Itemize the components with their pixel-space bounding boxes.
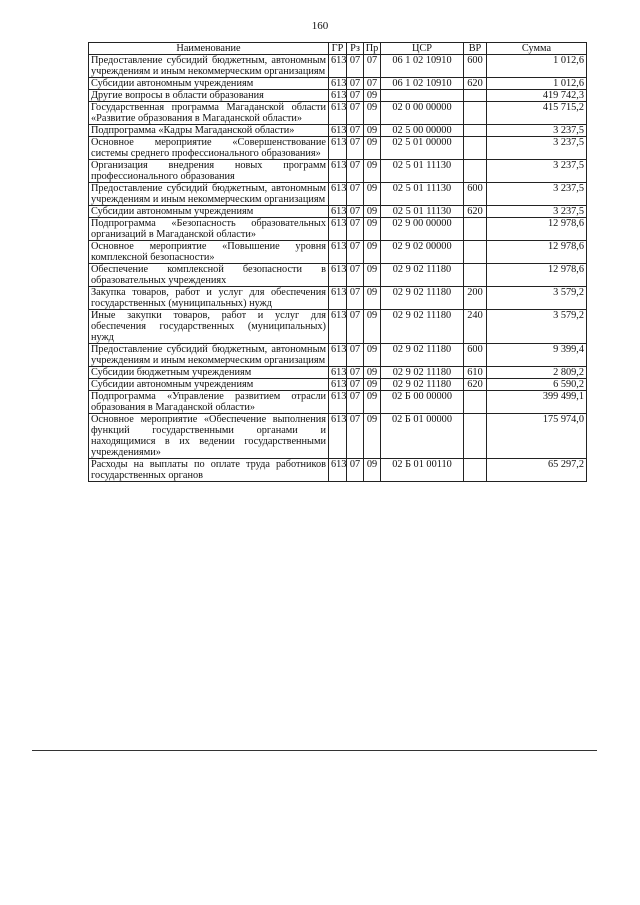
row-rz-cell: 07 (347, 367, 364, 379)
row-vr-cell (464, 391, 487, 414)
row-vr-cell (464, 102, 487, 125)
row-rz-cell: 07 (347, 102, 364, 125)
row-pr-cell: 09 (364, 241, 381, 264)
row-csr-cell: 02 9 02 11180 (381, 287, 464, 310)
row-name-cell: Субсидии автономным учреждениям (89, 379, 329, 391)
row-csr-cell: 02 5 01 11130 (381, 206, 464, 218)
row-rz-cell: 07 (347, 414, 364, 459)
row-gr-cell: 613 (329, 241, 347, 264)
row-sum-cell: 9 399,4 (487, 344, 587, 367)
row-csr-cell: 02 9 00 00000 (381, 218, 464, 241)
row-sum-cell: 3 237,5 (487, 206, 587, 218)
row-csr-cell: 02 0 00 00000 (381, 102, 464, 125)
row-rz-cell: 07 (347, 391, 364, 414)
row-rz-cell: 07 (347, 55, 364, 78)
row-csr-cell: 02 Б 01 00000 (381, 414, 464, 459)
row-vr-cell: 600 (464, 344, 487, 367)
row-rz-cell: 07 (347, 137, 364, 160)
row-sum-cell: 3 579,2 (487, 310, 587, 344)
row-vr-cell: 610 (464, 367, 487, 379)
row-sum-cell: 3 579,2 (487, 287, 587, 310)
row-pr-cell: 09 (364, 287, 381, 310)
row-gr-cell: 613 (329, 379, 347, 391)
row-gr-cell: 613 (329, 183, 347, 206)
row-sum-cell: 12 978,6 (487, 241, 587, 264)
row-name-cell: Обеспечение комплексной безопасности в образовательных учреждениях (89, 264, 329, 287)
row-vr-cell (464, 414, 487, 459)
row-vr-cell: 240 (464, 310, 487, 344)
row-csr-cell: 02 9 02 11180 (381, 264, 464, 287)
header-row (89, 43, 587, 55)
row-sum-cell: 12 978,6 (487, 218, 587, 241)
table-row (89, 367, 587, 379)
budget-table (88, 42, 587, 482)
row-gr-cell: 613 (329, 137, 347, 160)
row-gr-cell: 613 (329, 125, 347, 137)
row-pr-cell: 09 (364, 137, 381, 160)
row-sum-cell: 1 012,6 (487, 55, 587, 78)
row-pr-cell: 07 (364, 78, 381, 90)
row-rz-cell: 07 (347, 78, 364, 90)
table-row (89, 183, 587, 206)
table-row (89, 310, 587, 344)
page-number: 160 (311, 20, 329, 32)
row-rz-cell: 07 (347, 264, 364, 287)
row-vr-cell: 620 (464, 78, 487, 90)
row-name-cell: Подпрограмма «Кадры Магаданской области» (89, 125, 329, 137)
row-sum-cell: 6 590,2 (487, 379, 587, 391)
table-row (89, 125, 587, 137)
row-csr-cell: 02 9 02 00000 (381, 241, 464, 264)
row-gr-cell: 613 (329, 206, 347, 218)
row-csr-cell (381, 90, 464, 102)
row-sum-cell: 3 237,5 (487, 137, 587, 160)
row-name-cell: Предоставление субсидий бюджетным, автономным учреждениям и иным некоммерческим организациям (89, 55, 329, 78)
row-csr-cell: 02 9 02 11180 (381, 344, 464, 367)
row-vr-cell (464, 241, 487, 264)
row-sum-cell: 3 237,5 (487, 183, 587, 206)
row-gr-cell: 613 (329, 344, 347, 367)
table-row (89, 78, 587, 90)
row-csr-cell: 06 1 02 10910 (381, 78, 464, 90)
row-gr-cell: 613 (329, 90, 347, 102)
table-row (89, 241, 587, 264)
row-name-cell: Предоставление субсидий бюджетным, автономным учреждениям и иным некоммерческим организациям (89, 183, 329, 206)
row-name-cell: Предоставление субсидий бюджетным, автономным учреждениям и иным некоммерческим организациям (89, 344, 329, 367)
row-pr-cell: 09 (364, 414, 381, 459)
row-csr-cell: 02 9 02 11180 (381, 310, 464, 344)
row-pr-cell: 09 (364, 264, 381, 287)
row-csr-cell: 02 5 01 00000 (381, 137, 464, 160)
row-gr-cell: 613 (329, 55, 347, 78)
row-gr-cell: 613 (329, 102, 347, 125)
table-row (89, 391, 587, 414)
row-csr-cell: 02 Б 00 00000 (381, 391, 464, 414)
row-gr-cell: 613 (329, 78, 347, 90)
row-rz-cell: 07 (347, 183, 364, 206)
row-vr-cell: 620 (464, 379, 487, 391)
row-gr-cell: 613 (329, 160, 347, 183)
row-vr-cell (464, 264, 487, 287)
row-gr-cell: 613 (329, 218, 347, 241)
row-name-cell: Государственная программа Магаданской области «Развитие образования в Магаданской области» (89, 102, 329, 125)
row-gr-cell: 613 (329, 264, 347, 287)
row-sum-cell: 65 297,2 (487, 459, 587, 482)
table-row (89, 459, 587, 482)
row-gr-cell: 613 (329, 391, 347, 414)
row-vr-cell: 200 (464, 287, 487, 310)
row-pr-cell: 09 (364, 183, 381, 206)
header-vr: ВР (464, 43, 487, 55)
row-pr-cell: 07 (364, 55, 381, 78)
row-name-cell: Подпрограмма «Безопасность образовательных организаций в Магаданской области» (89, 218, 329, 241)
row-rz-cell: 07 (347, 90, 364, 102)
header-sum: Сумма (487, 43, 587, 55)
table-row (89, 287, 587, 310)
table-header (89, 43, 587, 55)
row-sum-cell: 419 742,3 (487, 90, 587, 102)
table-row (89, 264, 587, 287)
row-pr-cell: 09 (364, 90, 381, 102)
row-rz-cell: 07 (347, 379, 364, 391)
row-sum-cell: 12 978,6 (487, 264, 587, 287)
row-vr-cell: 620 (464, 206, 487, 218)
row-rz-cell: 07 (347, 287, 364, 310)
row-gr-cell: 613 (329, 287, 347, 310)
row-csr-cell: 02 9 02 11180 (381, 367, 464, 379)
row-rz-cell: 07 (347, 310, 364, 344)
row-gr-cell: 613 (329, 459, 347, 482)
row-csr-cell: 02 5 00 00000 (381, 125, 464, 137)
table-row (89, 218, 587, 241)
row-rz-cell: 07 (347, 459, 364, 482)
row-pr-cell: 09 (364, 310, 381, 344)
row-name-cell: Иные закупки товаров, работ и услуг для обеспечения государственных (муниципальных) нужд (89, 310, 329, 344)
row-rz-cell: 07 (347, 206, 364, 218)
row-gr-cell: 613 (329, 414, 347, 459)
row-name-cell: Основное мероприятие «Повышение уровня комплексной безопасности» (89, 241, 329, 264)
row-gr-cell: 613 (329, 310, 347, 344)
row-sum-cell: 175 974,0 (487, 414, 587, 459)
row-name-cell: Подпрограмма «Управление развитием отрасли образования в Магаданской области» (89, 391, 329, 414)
footer-rule (32, 750, 597, 751)
row-sum-cell: 1 012,6 (487, 78, 587, 90)
row-rz-cell: 07 (347, 241, 364, 264)
row-sum-cell: 415 715,2 (487, 102, 587, 125)
table-body (89, 55, 587, 482)
row-pr-cell: 09 (364, 160, 381, 183)
row-pr-cell: 09 (364, 367, 381, 379)
table-row (89, 90, 587, 102)
row-name-cell: Основное мероприятие «Совершенствование системы среднего профессионального образования» (89, 137, 329, 160)
row-name-cell: Расходы на выплаты по оплате труда работников государственных органов (89, 459, 329, 482)
row-sum-cell: 3 237,5 (487, 125, 587, 137)
row-pr-cell: 09 (364, 391, 381, 414)
header-gr: ГР (329, 43, 347, 55)
row-rz-cell: 07 (347, 160, 364, 183)
row-csr-cell: 02 Б 01 00110 (381, 459, 464, 482)
row-pr-cell: 09 (364, 379, 381, 391)
row-pr-cell: 09 (364, 206, 381, 218)
table-row (89, 55, 587, 78)
header-pr: Пр (364, 43, 381, 55)
row-csr-cell: 02 9 02 11180 (381, 379, 464, 391)
row-vr-cell (464, 218, 487, 241)
row-vr-cell: 600 (464, 55, 487, 78)
header-name: Наименование (89, 43, 329, 55)
row-csr-cell: 02 5 01 11130 (381, 183, 464, 206)
row-gr-cell: 613 (329, 367, 347, 379)
header-rz: Рз (347, 43, 364, 55)
table-row (89, 160, 587, 183)
row-name-cell: Основное мероприятие «Обеспечение выполнения функций государственными органами и находящимися в их ведении государственными учреждениями» (89, 414, 329, 459)
header-csr: ЦСР (381, 43, 464, 55)
row-vr-cell: 600 (464, 183, 487, 206)
row-name-cell: Другие вопросы в области образования (89, 90, 329, 102)
row-sum-cell: 3 237,5 (487, 160, 587, 183)
row-pr-cell: 09 (364, 218, 381, 241)
row-rz-cell: 07 (347, 125, 364, 137)
row-rz-cell: 07 (347, 218, 364, 241)
row-name-cell: Субсидии бюджетным учреждениям (89, 367, 329, 379)
row-vr-cell (464, 160, 487, 183)
row-name-cell: Субсидии автономным учреждениям (89, 206, 329, 218)
table-row (89, 206, 587, 218)
row-vr-cell (464, 459, 487, 482)
row-sum-cell: 2 809,2 (487, 367, 587, 379)
row-name-cell: Закупка товаров, работ и услуг для обеспечения государственных (муниципальных) нужд (89, 287, 329, 310)
row-vr-cell (464, 125, 487, 137)
table-row (89, 137, 587, 160)
row-name-cell: Организация внедрения новых программ профессионального образования (89, 160, 329, 183)
row-csr-cell: 06 1 02 10910 (381, 55, 464, 78)
row-csr-cell: 02 5 01 11130 (381, 160, 464, 183)
table-row (89, 379, 587, 391)
row-vr-cell (464, 137, 487, 160)
row-pr-cell: 09 (364, 344, 381, 367)
row-vr-cell (464, 90, 487, 102)
table-row (89, 414, 587, 459)
row-pr-cell: 09 (364, 125, 381, 137)
row-name-cell: Субсидии автономным учреждениям (89, 78, 329, 90)
row-pr-cell: 09 (364, 102, 381, 125)
row-sum-cell: 399 499,1 (487, 391, 587, 414)
row-rz-cell: 07 (347, 344, 364, 367)
table-row (89, 102, 587, 125)
table-row (89, 344, 587, 367)
row-pr-cell: 09 (364, 459, 381, 482)
